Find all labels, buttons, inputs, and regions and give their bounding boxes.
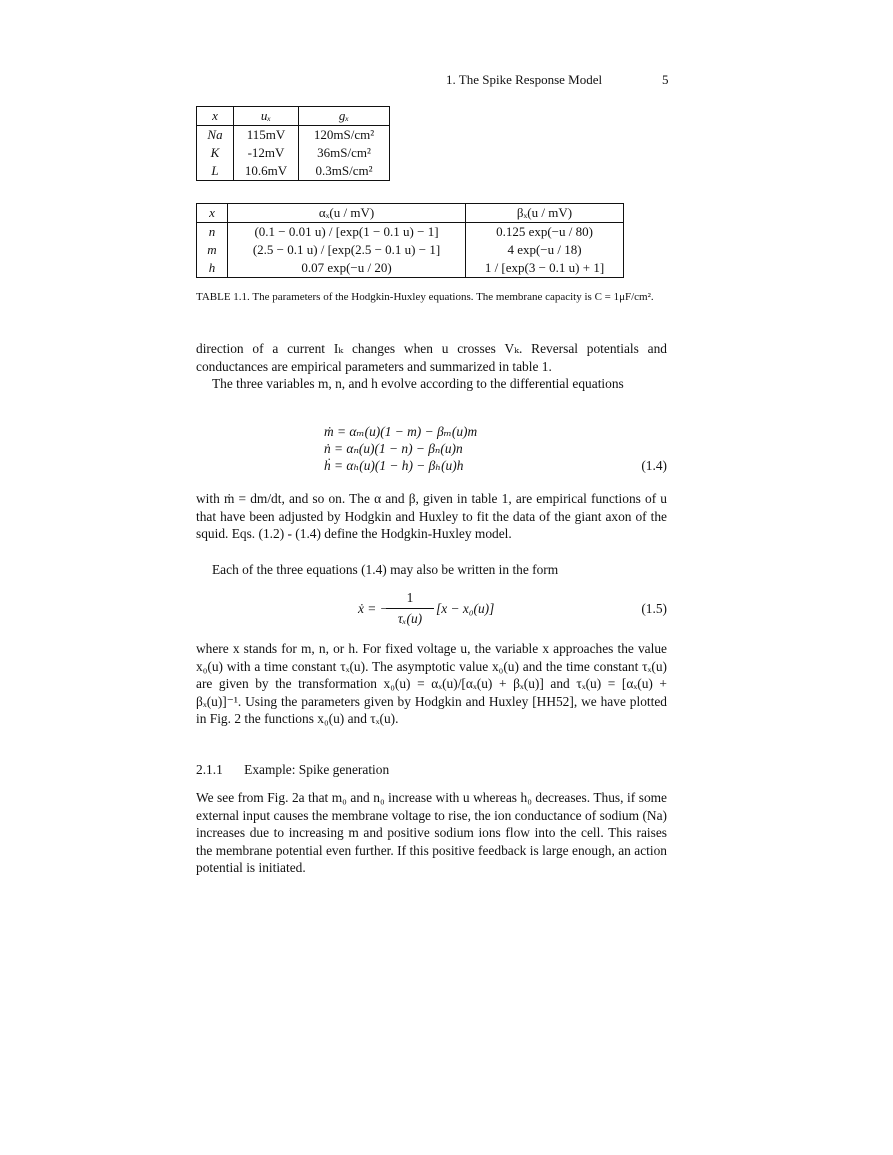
fraction-denominator: τₓ(u) <box>397 611 423 626</box>
table-caption: TABLE 1.1. The parameters of the Hodgkin-Huxley equations. The membrane capacity is C = 1μF/cm². <box>196 291 654 303</box>
table-cell: Na <box>197 126 234 145</box>
table1-header-x: x <box>197 107 234 126</box>
table-cell: 0.07 exp(−u / 20) <box>228 259 466 278</box>
table-row <box>197 126 390 145</box>
fraction-bar <box>386 608 434 609</box>
paragraph-variables: The three variables m, n, and h evolve according to the differential equations <box>212 376 624 391</box>
table-cell: 4 exp(−u / 18) <box>466 241 624 259</box>
table2-header-alpha: αₓ(u / mV) <box>228 204 466 223</box>
rate-functions-table <box>196 203 624 278</box>
equation-line: ṅ = αₙ(u)(1 − n) − βₙ(u)n <box>324 441 463 456</box>
table-cell: 10.6mV <box>234 162 299 181</box>
table-cell: 36mS/cm² <box>299 144 390 162</box>
table-row <box>197 144 390 162</box>
section-heading <box>196 762 389 778</box>
paragraph-empirical: with ṁ = dm/dt, and so on. The α and β, given in table 1, are empirical functions of u that have been adjusted by Hodgkin and Huxley to fit the data of the giant axon of the squid. Eqs. (1.2) - (1.4) define the Hodgkin-Huxley model. <box>196 491 667 541</box>
paragraph-reversal: direction of a current Iₖ changes when u crosses Vₖ. Reversal potentials and conductances are empirical parameters and summarized in table 1. <box>196 341 667 374</box>
table-cell: -12mV <box>234 144 299 162</box>
table-cell: L <box>197 162 234 181</box>
table-cell: n <box>197 223 228 242</box>
table2-header-x: x <box>197 204 228 223</box>
equation-line: ḣ = αₕ(u)(1 − h) − βₕ(u)h <box>324 458 464 473</box>
section-number: 2.1.1 <box>196 762 223 777</box>
table2-header-beta: βₓ(u / mV) <box>466 204 624 223</box>
table-cell: (0.1 − 0.01 u) / [exp(1 − 0.1 u) − 1] <box>228 223 466 242</box>
equation-1-4 <box>196 424 667 484</box>
equation-1-5 <box>196 590 667 630</box>
table-cell: 115mV <box>234 126 299 145</box>
equation-rhs: [x − x₀(u)] <box>436 601 495 616</box>
paragraph-form: Each of the three equations (1.4) may also be written in the form <box>212 562 559 577</box>
equation-line: ṁ = αₘ(u)(1 − m) − βₘ(u)m <box>324 424 478 439</box>
table-row <box>197 241 624 259</box>
table-cell: 0.125 exp(−u / 80) <box>466 223 624 242</box>
paragraph-asymptotic: where x stands for m, n, or h. For fixed voltage u, the variable x approaches the value x₀(u) with a time constant τₓ(u). The asymptotic value x₀(u) and the time constant τₓ(u) are given by the transformation x₀(u) = αₓ(u)/[αₓ(u) + βₓ(u)] and τₓ(u) = [αₓ(u) + βₓ(u)]⁻¹. Using the parameters given by Hodgkin and Huxley [HH52], we have plotted in Fig. 2 the functions x₀(u) and τₓ(u). <box>196 641 667 726</box>
table-row <box>197 259 624 278</box>
equation-lhs: ẋ = − <box>358 601 389 616</box>
table-cell: 1 / [exp(3 − 0.1 u) + 1] <box>466 259 624 278</box>
table-row <box>197 162 390 181</box>
table-cell: h <box>197 259 228 278</box>
table1-header-ux: uₓ <box>234 107 299 126</box>
fraction-numerator: 1 <box>406 590 414 605</box>
equation-number: (1.5) <box>641 601 667 616</box>
table-row <box>197 223 624 242</box>
paragraph-spike: We see from Fig. 2a that m₀ and n₀ increase with u whereas h₀ decreases. Thus, if some external input causes the membrane voltage to rise, the ion conductance of sodium (Na) increases due to increasing m and positive sodium ions flow into the cell. This raises the membrane potential even further. If this positive feedback is large enough, an action potential is initiated. <box>196 790 667 875</box>
table-cell: (2.5 − 0.1 u) / [exp(2.5 − 0.1 u) − 1] <box>228 241 466 259</box>
table-cell: m <box>197 241 228 259</box>
section-title: Example: Spike generation <box>244 762 390 777</box>
equation-number: (1.4) <box>641 458 667 473</box>
running-header <box>446 72 669 88</box>
running-title: 1. The Spike Response Model <box>446 72 603 87</box>
table-cell: 0.3mS/cm² <box>299 162 390 181</box>
fraction <box>386 590 434 627</box>
table1-header-gx: gₓ <box>299 107 390 126</box>
table-cell: 120mS/cm² <box>299 126 390 145</box>
table-cell: K <box>197 144 234 162</box>
page-number: 5 <box>662 72 669 87</box>
ion-parameters-table <box>196 106 390 181</box>
